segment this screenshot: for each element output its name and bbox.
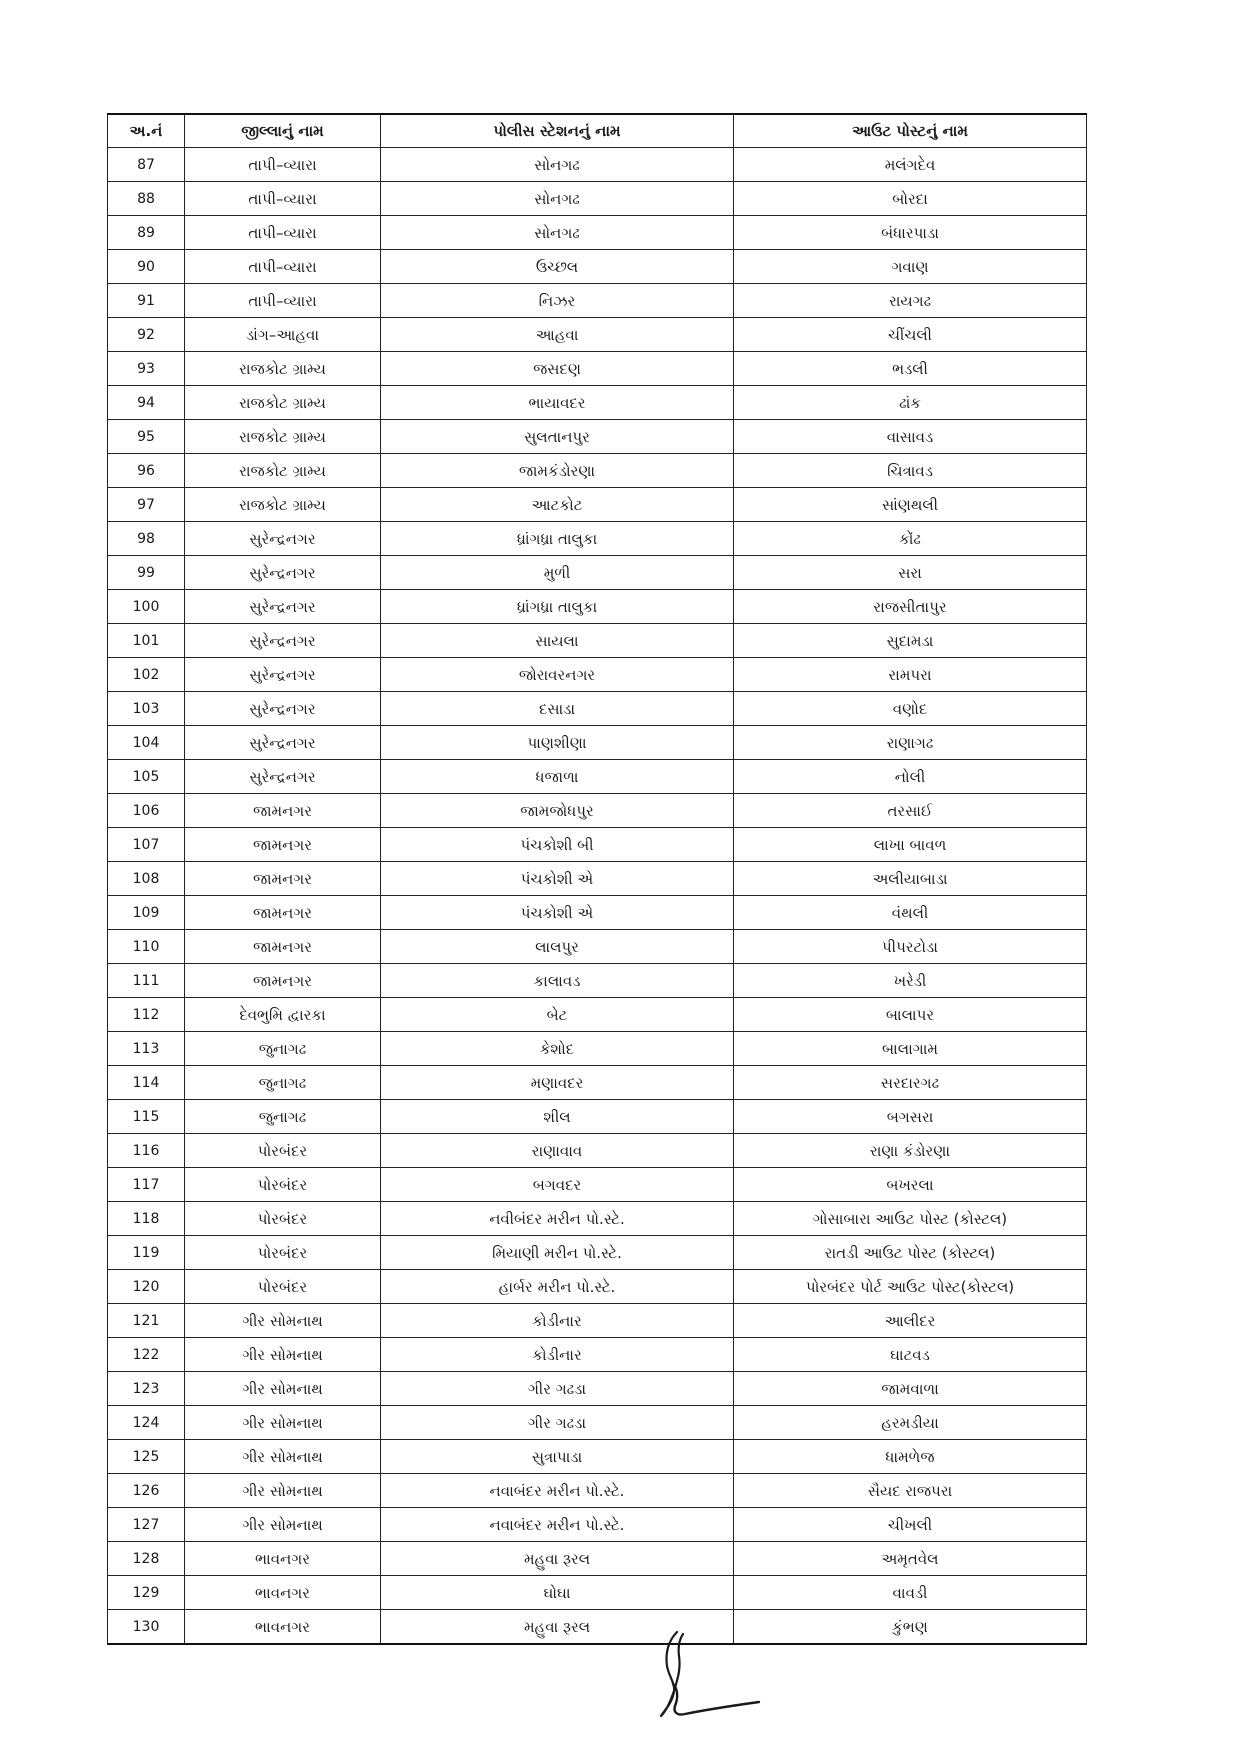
cell-out-post-name: જામવાળા [734, 1372, 1087, 1406]
cell-out-post-name: સાંણથલી [734, 488, 1087, 522]
cell-district-name: રાજકોટ ગ્રામ્ય [185, 352, 381, 386]
cell-serial-number: 87 [108, 148, 185, 182]
cell-serial-number: 93 [108, 352, 185, 386]
cell-out-post-name: ધામળેજ [734, 1440, 1087, 1474]
cell-serial-number: 91 [108, 284, 185, 318]
cell-serial-number: 89 [108, 216, 185, 250]
cell-district-name: પોરબંદર [185, 1236, 381, 1270]
cell-police-station-name: સુત્રાપાડા [381, 1440, 734, 1474]
cell-out-post-name: બાલાપર [734, 998, 1087, 1032]
cell-police-station-name: ધજાળા [381, 760, 734, 794]
cell-district-name: તાપી–વ્યારા [185, 250, 381, 284]
cell-police-station-name: કોડીનાર [381, 1338, 734, 1372]
cell-police-station-name: દસાડા [381, 692, 734, 726]
cell-district-name: સુરેન્દ્રનગર [185, 624, 381, 658]
table-row [108, 862, 1087, 896]
table-row [108, 794, 1087, 828]
cell-police-station-name: હાર્બર મરીન પો.સ્ટે. [381, 1270, 734, 1304]
header-serial-number: અ.નં [108, 114, 185, 148]
table-row [108, 1372, 1087, 1406]
table-row [108, 148, 1087, 182]
cell-district-name: સુરેન્દ્રનગર [185, 658, 381, 692]
cell-out-post-name: કોંઢ [734, 522, 1087, 556]
table-row [108, 1338, 1087, 1372]
cell-district-name: ગીર સોમનાથ [185, 1372, 381, 1406]
cell-police-station-name: સાયલા [381, 624, 734, 658]
cell-police-station-name: સોનગઢ [381, 182, 734, 216]
cell-serial-number: 99 [108, 556, 185, 590]
cell-serial-number: 108 [108, 862, 185, 896]
cell-serial-number: 110 [108, 930, 185, 964]
cell-serial-number: 122 [108, 1338, 185, 1372]
cell-police-station-name: ઘોઘા [381, 1576, 734, 1610]
cell-serial-number: 98 [108, 522, 185, 556]
cell-district-name: જામનગર [185, 828, 381, 862]
cell-police-station-name: જામકંડોરણા [381, 454, 734, 488]
table-header-row [108, 114, 1087, 148]
table-row [108, 624, 1087, 658]
cell-serial-number: 111 [108, 964, 185, 998]
cell-police-station-name: ગીર ગઢડા [381, 1406, 734, 1440]
cell-out-post-name: ચિત્રાવડ [734, 454, 1087, 488]
table-row [108, 182, 1087, 216]
cell-out-post-name: સરા [734, 556, 1087, 590]
table-row [108, 1610, 1087, 1645]
cell-police-station-name: કેશોદ [381, 1032, 734, 1066]
cell-police-station-name: જોરાવરનગર [381, 658, 734, 692]
cell-district-name: જામનગર [185, 896, 381, 930]
cell-police-station-name: કોડીનાર [381, 1304, 734, 1338]
cell-serial-number: 117 [108, 1168, 185, 1202]
cell-out-post-name: ગોસાબારા આઉટ પોસ્ટ (કોસ્ટલ) [734, 1202, 1087, 1236]
cell-police-station-name: મુળી [381, 556, 734, 590]
table-row [108, 454, 1087, 488]
cell-district-name: સુરેન્દ્રનગર [185, 522, 381, 556]
cell-police-station-name: નવીબંદર મરીન પો.સ્ટે. [381, 1202, 734, 1236]
cell-out-post-name: વંથલી [734, 896, 1087, 930]
table-row [108, 1270, 1087, 1304]
cell-out-post-name: રાણાગઢ [734, 726, 1087, 760]
table-row [108, 1542, 1087, 1576]
table-row [108, 1032, 1087, 1066]
cell-police-station-name: મહુવા રૂરલ [381, 1542, 734, 1576]
cell-out-post-name: અલીયાબાડા [734, 862, 1087, 896]
cell-district-name: જામનગર [185, 930, 381, 964]
table-row [108, 1508, 1087, 1542]
cell-out-post-name: સરદારગઢ [734, 1066, 1087, 1100]
cell-serial-number: 118 [108, 1202, 185, 1236]
table-row [108, 1134, 1087, 1168]
table-row [108, 692, 1087, 726]
cell-district-name: ગીર સોમનાથ [185, 1406, 381, 1440]
cell-serial-number: 120 [108, 1270, 185, 1304]
cell-police-station-name: પાણશીણા [381, 726, 734, 760]
cell-district-name: ગીર સોમનાથ [185, 1440, 381, 1474]
cell-out-post-name: ઢાંક [734, 386, 1087, 420]
cell-district-name: સુરેન્દ્રનગર [185, 692, 381, 726]
cell-police-station-name: સોનગઢ [381, 216, 734, 250]
cell-out-post-name: પીપરટોડા [734, 930, 1087, 964]
cell-district-name: પોરબંદર [185, 1168, 381, 1202]
cell-out-post-name: હરમડીયા [734, 1406, 1087, 1440]
cell-serial-number: 123 [108, 1372, 185, 1406]
cell-out-post-name: રાજસીતાપુર [734, 590, 1087, 624]
table-row [108, 1168, 1087, 1202]
cell-district-name: તાપી–વ્યારા [185, 284, 381, 318]
cell-police-station-name: મહુવા રૂરલ [381, 1610, 734, 1645]
cell-serial-number: 97 [108, 488, 185, 522]
cell-out-post-name: ભડલી [734, 352, 1087, 386]
cell-out-post-name: વાવડી [734, 1576, 1087, 1610]
cell-police-station-name: જામજોધપુર [381, 794, 734, 828]
cell-police-station-name: નવાબંદર મરીન પો.સ્ટે. [381, 1474, 734, 1508]
table-row [108, 1236, 1087, 1270]
cell-serial-number: 104 [108, 726, 185, 760]
cell-out-post-name: ઘાટવડ [734, 1338, 1087, 1372]
cell-out-post-name: સુદામડા [734, 624, 1087, 658]
cell-serial-number: 128 [108, 1542, 185, 1576]
cell-district-name: તાપી–વ્યારા [185, 148, 381, 182]
table-row [108, 1406, 1087, 1440]
cell-district-name: જુનાગઢ [185, 1032, 381, 1066]
table-row [108, 1440, 1087, 1474]
cell-out-post-name: બગસરા [734, 1100, 1087, 1134]
cell-out-post-name: ચીખલી [734, 1508, 1087, 1542]
cell-out-post-name: આલીદર [734, 1304, 1087, 1338]
cell-serial-number: 100 [108, 590, 185, 624]
cell-district-name: સુરેન્દ્રનગર [185, 726, 381, 760]
outpost-table [107, 113, 1087, 1645]
cell-out-post-name: રામપરા [734, 658, 1087, 692]
cell-out-post-name: રાણા કંડોરણા [734, 1134, 1087, 1168]
table-row [108, 1202, 1087, 1236]
table-row [108, 1474, 1087, 1508]
cell-police-station-name: બગવદર [381, 1168, 734, 1202]
cell-serial-number: 121 [108, 1304, 185, 1338]
cell-serial-number: 95 [108, 420, 185, 454]
cell-district-name: ભાવનગર [185, 1542, 381, 1576]
header-out-post-name: આઉટ પોસ્ટનું નામ [734, 114, 1087, 148]
cell-out-post-name: તરસાઈ [734, 794, 1087, 828]
cell-district-name: પોરબંદર [185, 1270, 381, 1304]
cell-police-station-name: સુલતાનપુર [381, 420, 734, 454]
cell-out-post-name: બાલાગામ [734, 1032, 1087, 1066]
cell-district-name: રાજકોટ ગ્રામ્ય [185, 420, 381, 454]
cell-police-station-name: આહવા [381, 318, 734, 352]
cell-out-post-name: સૈયદ રાજપરા [734, 1474, 1087, 1508]
cell-out-post-name: બખરલા [734, 1168, 1087, 1202]
cell-out-post-name: પોરબંદર પોર્ટ આઉટ પોસ્ટ(કોસ્ટલ) [734, 1270, 1087, 1304]
cell-serial-number: 102 [108, 658, 185, 692]
cell-serial-number: 126 [108, 1474, 185, 1508]
cell-serial-number: 125 [108, 1440, 185, 1474]
cell-out-post-name: વાસાવડ [734, 420, 1087, 454]
table-row [108, 420, 1087, 454]
cell-district-name: ભાવનગર [185, 1576, 381, 1610]
cell-district-name: જામનગર [185, 964, 381, 998]
cell-district-name: પોરબંદર [185, 1134, 381, 1168]
cell-police-station-name: ધ્રાંગધ્રા તાલુકા [381, 522, 734, 556]
cell-serial-number: 112 [108, 998, 185, 1032]
table-row [108, 352, 1087, 386]
table-row [108, 386, 1087, 420]
table-row [108, 1066, 1087, 1100]
cell-police-station-name: બેટ [381, 998, 734, 1032]
cell-out-post-name: લાખા બાવળ [734, 828, 1087, 862]
cell-district-name: રાજકોટ ગ્રામ્ય [185, 386, 381, 420]
table-row [108, 964, 1087, 998]
table-row [108, 488, 1087, 522]
cell-out-post-name: બંધારપાડા [734, 216, 1087, 250]
table-row [108, 930, 1087, 964]
cell-serial-number: 101 [108, 624, 185, 658]
cell-serial-number: 116 [108, 1134, 185, 1168]
cell-out-post-name: અમૃતવેલ [734, 1542, 1087, 1576]
cell-district-name: ગીર સોમનાથ [185, 1338, 381, 1372]
cell-serial-number: 109 [108, 896, 185, 930]
cell-district-name: ગીર સોમનાથ [185, 1304, 381, 1338]
cell-serial-number: 115 [108, 1100, 185, 1134]
cell-serial-number: 96 [108, 454, 185, 488]
header-district-name: જીલ્લાનું નામ [185, 114, 381, 148]
cell-district-name: ગીર સોમનાથ [185, 1474, 381, 1508]
cell-serial-number: 106 [108, 794, 185, 828]
cell-serial-number: 92 [108, 318, 185, 352]
cell-serial-number: 119 [108, 1236, 185, 1270]
cell-serial-number: 127 [108, 1508, 185, 1542]
header-police-station-name: પોલીસ સ્ટેશનનું નામ [381, 114, 734, 148]
cell-police-station-name: પંચકોશી બી [381, 828, 734, 862]
cell-district-name: ડાંગ–આહવા [185, 318, 381, 352]
cell-police-station-name: લાલપુર [381, 930, 734, 964]
table-row [108, 760, 1087, 794]
cell-out-post-name: વણોદ [734, 692, 1087, 726]
cell-police-station-name: મિયાણી મરીન પો.સ્ટે. [381, 1236, 734, 1270]
cell-district-name: જામનગર [185, 862, 381, 896]
cell-serial-number: 88 [108, 182, 185, 216]
cell-police-station-name: રાણાવાવ [381, 1134, 734, 1168]
table-row [108, 250, 1087, 284]
cell-out-post-name: ખરેડી [734, 964, 1087, 998]
cell-police-station-name: નિઝર [381, 284, 734, 318]
table-row [108, 318, 1087, 352]
table-row [108, 896, 1087, 930]
cell-serial-number: 113 [108, 1032, 185, 1066]
cell-police-station-name: ધ્રાંગધ્રા તાલુકા [381, 590, 734, 624]
cell-district-name: જુનાગઢ [185, 1066, 381, 1100]
cell-district-name: તાપી–વ્યારા [185, 182, 381, 216]
cell-serial-number: 107 [108, 828, 185, 862]
table-row [108, 658, 1087, 692]
cell-police-station-name: નવાબંદર મરીન પો.સ્ટે. [381, 1508, 734, 1542]
table-row [108, 556, 1087, 590]
table-row [108, 1576, 1087, 1610]
cell-serial-number: 114 [108, 1066, 185, 1100]
cell-police-station-name: મણાવદર [381, 1066, 734, 1100]
cell-out-post-name: રાયગઢ [734, 284, 1087, 318]
cell-serial-number: 124 [108, 1406, 185, 1440]
cell-police-station-name: ગીર ગઢડા [381, 1372, 734, 1406]
cell-serial-number: 103 [108, 692, 185, 726]
cell-serial-number: 94 [108, 386, 185, 420]
cell-out-post-name: ગવાણ [734, 250, 1087, 284]
table-row [108, 1304, 1087, 1338]
table-row [108, 216, 1087, 250]
table-row [108, 522, 1087, 556]
cell-district-name: સુરેન્દ્રનગર [185, 760, 381, 794]
cell-serial-number: 129 [108, 1576, 185, 1610]
handwritten-signature [655, 1626, 765, 1722]
table-row [108, 284, 1087, 318]
cell-police-station-name: સોનગઢ [381, 148, 734, 182]
cell-serial-number: 105 [108, 760, 185, 794]
cell-out-post-name: નોલી [734, 760, 1087, 794]
cell-police-station-name: પંચકોશી એ [381, 862, 734, 896]
cell-police-station-name: શીલ [381, 1100, 734, 1134]
cell-district-name: સુરેન્દ્રનગર [185, 556, 381, 590]
cell-police-station-name: ભાયાવદર [381, 386, 734, 420]
cell-out-post-name: બોરદા [734, 182, 1087, 216]
cell-out-post-name: મલંગદેવ [734, 148, 1087, 182]
cell-district-name: જુનાગઢ [185, 1100, 381, 1134]
cell-district-name: તાપી–વ્યારા [185, 216, 381, 250]
cell-serial-number: 90 [108, 250, 185, 284]
cell-out-post-name: કુંભણ [734, 1610, 1087, 1645]
cell-district-name: સુરેન્દ્રનગર [185, 590, 381, 624]
cell-district-name: જામનગર [185, 794, 381, 828]
table-body [108, 148, 1087, 1645]
cell-district-name: દેવભુમિ દ્વારકા [185, 998, 381, 1032]
cell-out-post-name: રાતડી આઉટ પોસ્ટ (કોસ્ટલ) [734, 1236, 1087, 1270]
cell-police-station-name: કાલાવડ [381, 964, 734, 998]
cell-police-station-name: આટકોટ [381, 488, 734, 522]
cell-district-name: રાજકોટ ગ્રામ્ય [185, 488, 381, 522]
table-row [108, 1100, 1087, 1134]
cell-district-name: રાજકોટ ગ્રામ્ય [185, 454, 381, 488]
table-row [108, 998, 1087, 1032]
cell-out-post-name: ચીંચલી [734, 318, 1087, 352]
table-row [108, 828, 1087, 862]
cell-serial-number: 130 [108, 1610, 185, 1645]
cell-police-station-name: પંચકોશી એ [381, 896, 734, 930]
cell-district-name: ભાવનગર [185, 1610, 381, 1645]
cell-police-station-name: જસદણ [381, 352, 734, 386]
table-row [108, 726, 1087, 760]
table-row [108, 590, 1087, 624]
cell-district-name: પોરબંદર [185, 1202, 381, 1236]
cell-district-name: ગીર સોમનાથ [185, 1508, 381, 1542]
cell-police-station-name: ઉચ્છલ [381, 250, 734, 284]
